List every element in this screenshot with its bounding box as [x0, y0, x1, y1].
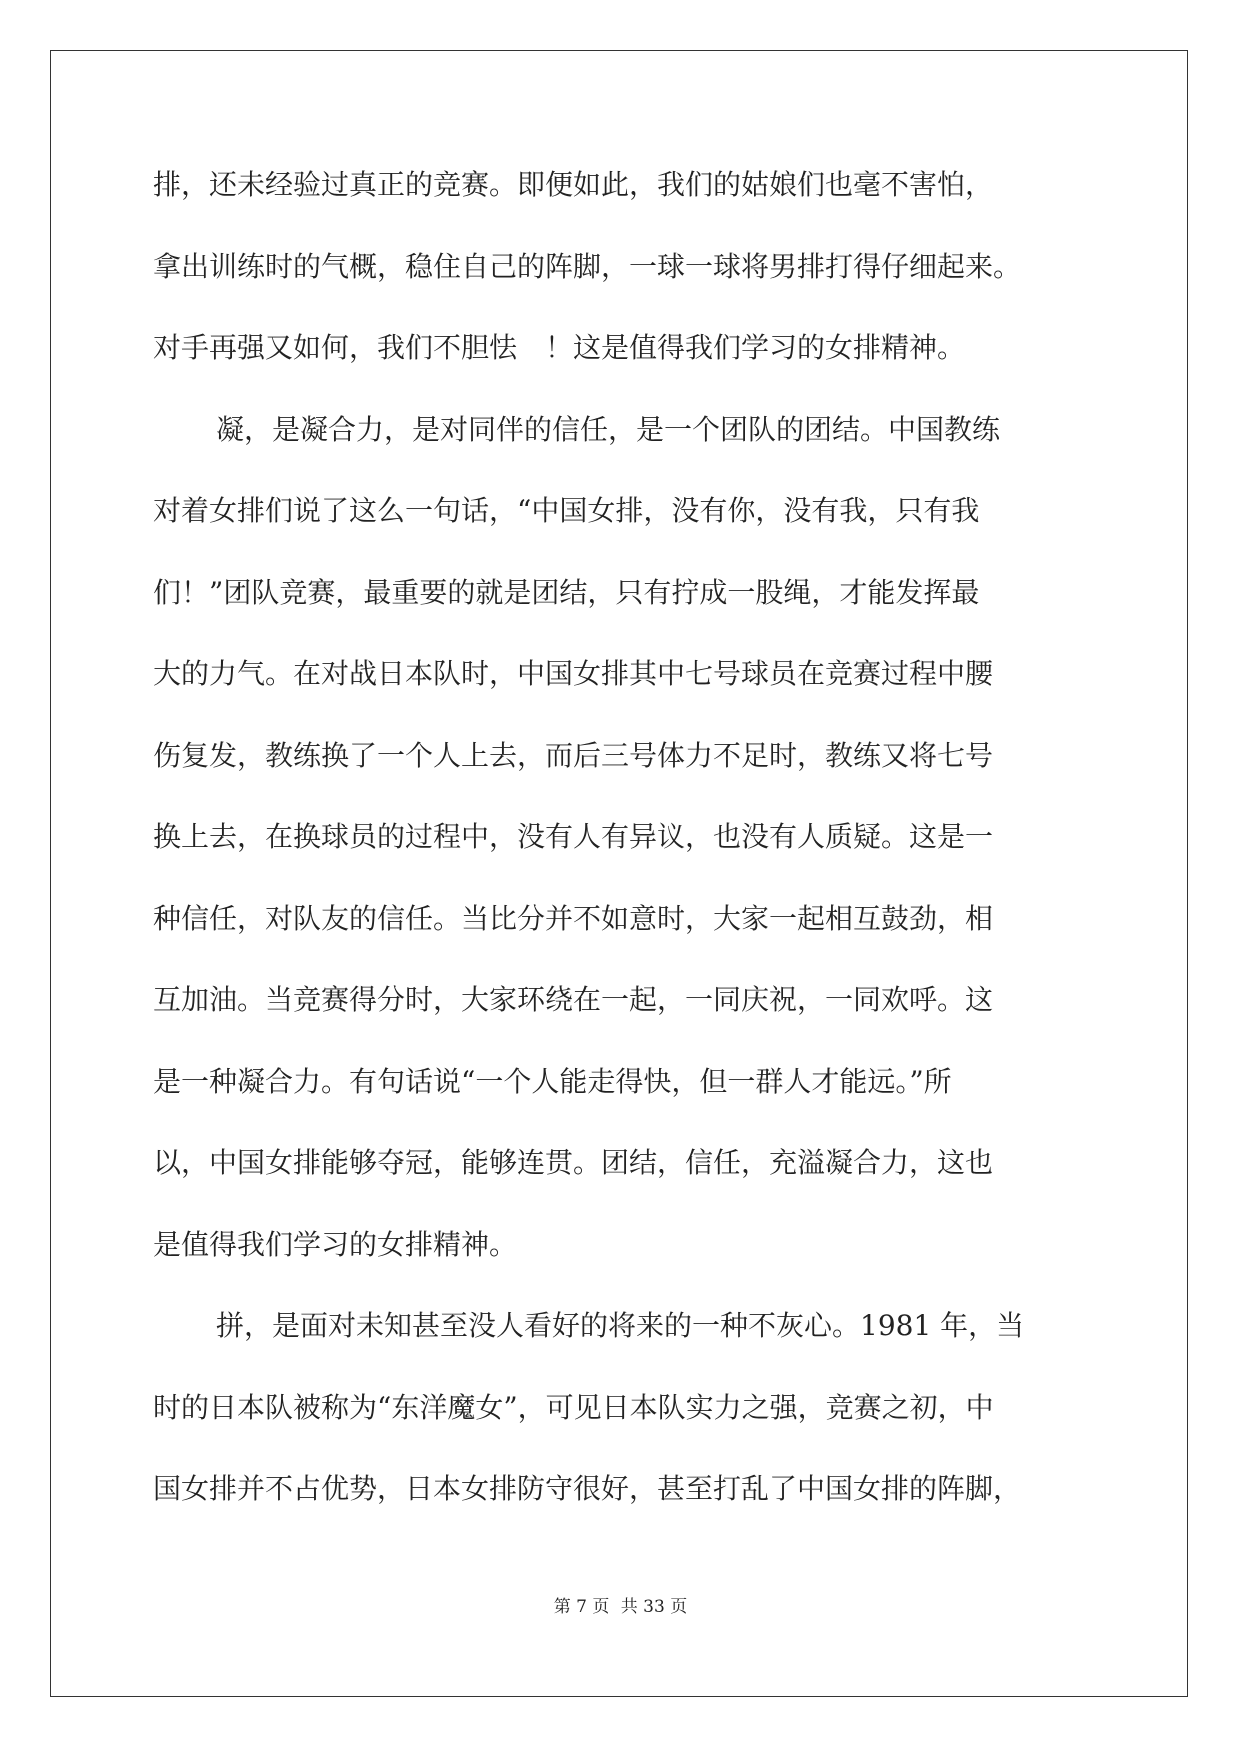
- text-line: 以，中国女排能够夺冠，能够连贯。团结，信任，充溢凝合力，这也: [153, 1146, 994, 1179]
- text-line: 对手再强又如何，我们不胆怯 ！这是值得我们学习的女排精神。: [153, 331, 966, 364]
- page-footer: [0, 1592, 1241, 1617]
- text-line: 换上去，在换球员的过程中，没有人有异议，也没有人质疑。这是一: [153, 820, 994, 853]
- text-line: 时的日本队被称为“东洋魔女”，可见日本队实力之强，竞赛之初，中: [153, 1390, 994, 1424]
- text-line: 是值得我们学习的女排精神。: [153, 1227, 518, 1261]
- page-number: 第 7 页: [553, 1597, 610, 1617]
- text-line: 大的力气。在对战日本队时，中国女排其中七号球员在竞赛过程中腰: [153, 657, 994, 690]
- text-line: 们！”团队竞赛，最重要的就是团结，只有拧成一股绳，才能发挥最: [153, 575, 980, 609]
- text-line: 是一种凝合力。有句话说“一个人能走得快，但一群人才能远。”所: [153, 1064, 952, 1098]
- document-body: [153, 162, 1088, 1548]
- paragraph-start-line: 凝，是凝合力，是对同伴的信任，是一个团队的团结。中国教练: [216, 412, 1001, 446]
- text-line: 拿出训练时的气概，稳住自己的阵脚，一球一球将男排打得仔细起来。: [153, 249, 1022, 283]
- page-total: 共 33 页: [620, 1597, 688, 1617]
- text-line: 种信任，对队友的信任。当比分并不如意时，大家一起相互鼓劲，相: [153, 901, 994, 935]
- text-line: 对着女排们说了这么一句话，“中国女排，没有你，没有我，只有我: [153, 494, 980, 527]
- text-line: 互加油。当竞赛得分时，大家环绕在一起，一同庆祝，一同欢呼。这: [153, 983, 994, 1016]
- paragraph-start-line: 拼，是面对未知甚至没人看好的将来的一种不灰心。1981 年，当: [216, 1309, 1025, 1342]
- text-line: 国女排并不占优势，日本女排防守很好，甚至打乱了中国女排的阵脚，: [153, 1472, 1022, 1505]
- text-line: 排，还未经验过真正的竞赛。即便如此，我们的姑娘们也毫不害怕，: [153, 168, 994, 201]
- text-line: 伤复发，教练换了一个人上去，而后三号体力不足时，教练又将七号: [153, 738, 994, 772]
